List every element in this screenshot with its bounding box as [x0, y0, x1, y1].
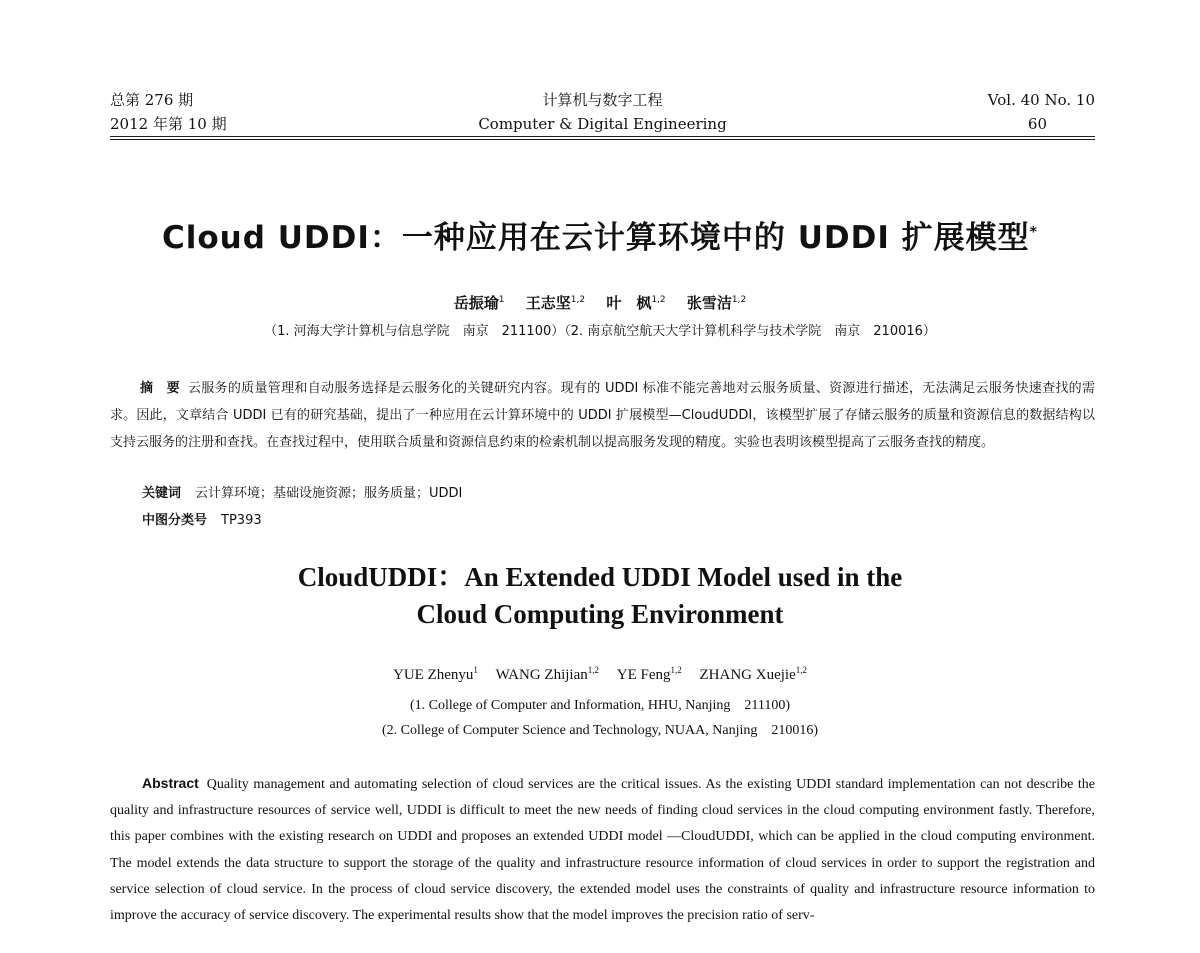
paper-title-en-line2: Cloud Computing Environment [416, 599, 784, 629]
paper-title-cn [0, 212, 1200, 257]
keywords-cn-label: 关键词 [142, 486, 182, 501]
author-cn-affil: 1,2 [731, 295, 747, 305]
author-en-affil: 1,2 [795, 665, 807, 675]
journal-name-en: Computer & Digital Engineering [478, 115, 727, 133]
abstract-en-text: Quality management and automating selection of cloud services are the critical issues. As the existing UDDI standard implementation can not describe the quality and infrastructure resources of service well, UDDI is difficult to meet the new needs of finding cloud services in the cloud computing environment fastly. Therefore, this paper combines with the existing research on UDDI and proposes an extended UDDI model —CloudUDDI, which can be applied in the cloud computing environment. The model extends the data structure to support the storage of the quality and infrastructure resource information of cloud services in order to support the registration and service selection of cloud service. In the process of cloud service discovery, the extended model uses the constraints of quality and infrastructure resource information to improve the accuracy of service discovery. The experimental results show that the model improves the precision ratio of serv- [110, 777, 1095, 924]
author-cn [454, 294, 505, 312]
author-en [700, 667, 807, 683]
classification-code [142, 509, 262, 528]
authors-cn [0, 292, 1200, 313]
author-en-affil: 1 [473, 665, 478, 675]
running-header [110, 88, 1095, 140]
classification-label: 中图分类号 [142, 513, 208, 528]
abstract-cn [110, 375, 1095, 456]
author-cn [526, 294, 585, 312]
author-en [496, 667, 599, 683]
header-rule-bottom [110, 139, 1095, 140]
author-cn-name: 张雪洁 [686, 294, 732, 312]
author-cn-name: 王志坚 [525, 294, 571, 312]
volume-info [988, 88, 1095, 136]
paper-title-cn-text: Cloud UDDI：一种应用在云计算环境中的 UDDI 扩展模型 [162, 220, 1030, 256]
title-footnote-mark: * [1029, 224, 1038, 241]
header-rule-top [110, 136, 1095, 137]
author-cn-affil: 1 [498, 295, 505, 305]
keywords-cn [142, 482, 462, 501]
author-en-name: YE Feng [616, 667, 671, 683]
author-en-affil: 1,2 [670, 665, 682, 675]
abstract-en [110, 770, 1095, 929]
author-en [617, 667, 682, 683]
author-en-name: ZHANG Xuejie [699, 667, 796, 683]
author-cn-affil: 1,2 [570, 295, 586, 305]
abstract-cn-text: 云服务的质量管理和自动服务选择是云服务化的关键研究内容。现有的 UDDI 标准不能完善地对云服务质量、资源进行描述，无法满足云服务快速查找的需求。因此，文章结合 UDDI 已有的研究基础，提出了一种应用在云计算环境中的 UDDI 扩展模型—CloudUDDI，该模型扩展了存储云服务的质量和资源信息的数据结构以支持云服务的注册和查找。在查找过程中，使用联合质量和资源信息约束的检索机制以提高服务发现的精度。实验也表明该模型提高了云服务查找的精度。 [110, 381, 1095, 450]
affiliation-en-1: (1. College of Computer and Information, HHU, Nanjing 211100) [409, 698, 790, 713]
issue-year: 2012 年第 10 期 [110, 115, 227, 133]
author-en-affil: 1,2 [587, 665, 599, 675]
keywords-cn-text: 云计算环境；基础设施资源；服务质量；UDDI [195, 486, 463, 501]
author-en-name: WANG Zhijian [495, 667, 588, 683]
author-cn [687, 294, 746, 312]
authors-en [0, 665, 1200, 684]
affiliation-cn: （1. 河海大学计算机与信息学院 南京 211100）（2. 南京航空航天大学计算机科学与技术学院 南京 210016） [264, 324, 936, 339]
journal-name [110, 88, 1095, 136]
author-cn [606, 294, 665, 312]
author-en-name: YUE Zhenyu [393, 667, 474, 683]
page-number: 60 [1027, 115, 1047, 133]
issue-total: 总第 276 期 [110, 91, 194, 109]
paper-title-en-line1: CloudUDDI：An Extended UDDI Model used in the [297, 562, 903, 592]
abstract-cn-label: 摘 要 [140, 381, 180, 396]
paper-title-en [0, 559, 1200, 633]
author-en [393, 667, 478, 683]
classification-value: TP393 [221, 513, 262, 528]
author-cn-name: 岳振瑜 [453, 294, 499, 312]
author-cn-affil: 1,2 [651, 295, 666, 305]
volume-number: Vol. 40 No. 10 [987, 91, 1095, 109]
journal-name-cn: 计算机与数字工程 [542, 91, 663, 109]
abstract-en-label: Abstract [142, 775, 199, 791]
author-cn-name: 叶 枫 [606, 294, 652, 312]
affiliation-en-2: (2. College of Computer Science and Technology, NUAA, Nanjing 210016) [381, 723, 819, 738]
